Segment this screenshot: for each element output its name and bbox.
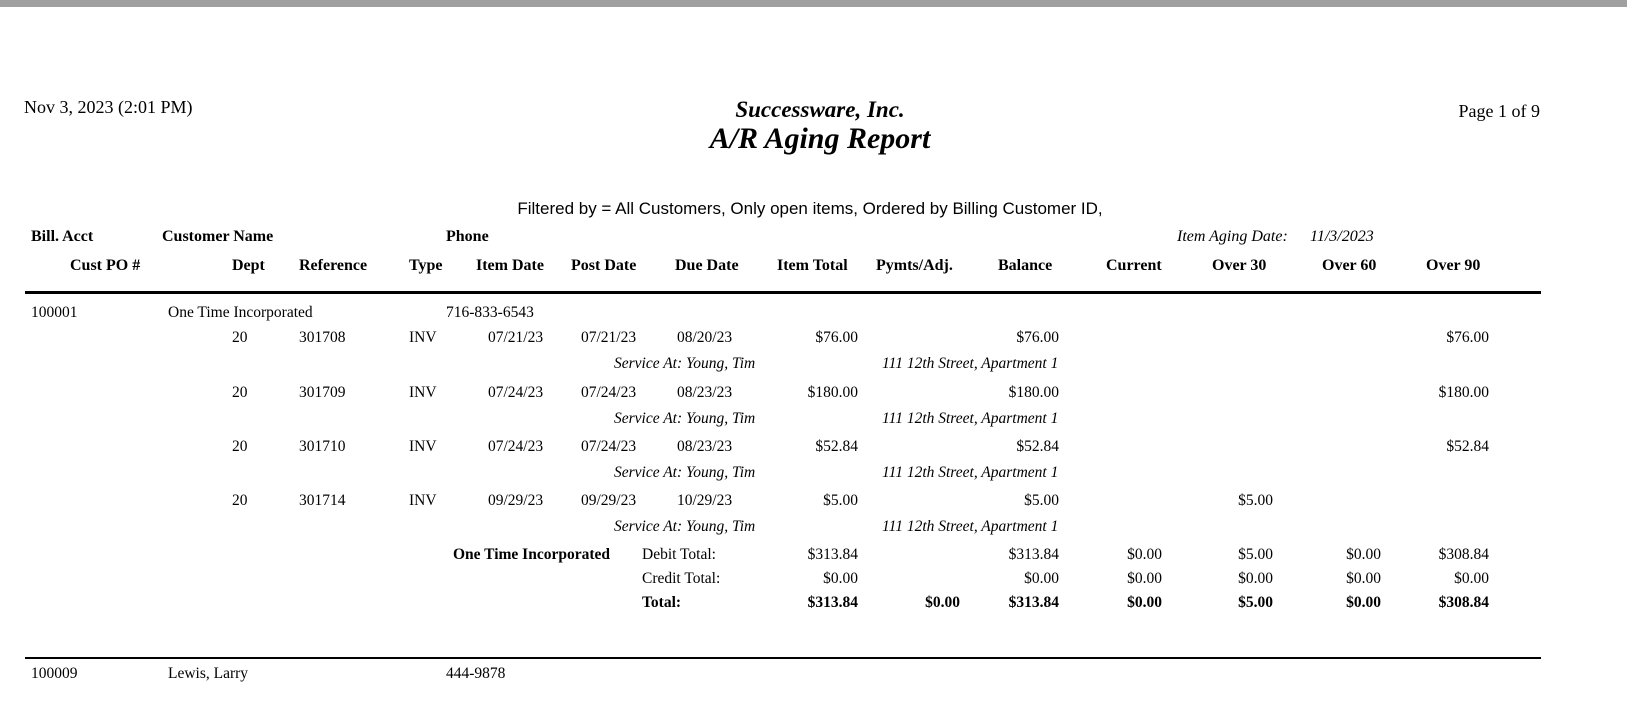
item-date: 07/24/23 bbox=[488, 384, 544, 401]
col-type: Type bbox=[409, 257, 443, 274]
total-current: $0.00 bbox=[1127, 594, 1162, 611]
item-over-30: $5.00 bbox=[1238, 492, 1273, 509]
total-balance: $313.84 bbox=[1008, 594, 1059, 611]
col-dept: Dept bbox=[232, 257, 265, 274]
aging-date-value: 11/3/2023 bbox=[1310, 228, 1374, 245]
item-type: INV bbox=[409, 438, 437, 455]
col-balance: Balance bbox=[998, 257, 1053, 274]
customer-divider bbox=[25, 657, 1541, 659]
item-service-at: Service At: Young, Tim bbox=[614, 355, 756, 372]
col-bill-acct: Bill. Acct bbox=[31, 228, 94, 245]
customer-acct: 100009 bbox=[31, 665, 78, 682]
debit-over-30: $5.00 bbox=[1238, 546, 1273, 563]
col-customer-name: Customer Name bbox=[162, 228, 274, 245]
customer-phone: 716-833-6543 bbox=[446, 304, 534, 321]
header-divider bbox=[25, 291, 1541, 294]
item-post-date: 07/24/23 bbox=[581, 384, 637, 401]
aging-date-label: Item Aging Date: bbox=[1177, 228, 1288, 245]
item-due-date: 10/29/23 bbox=[677, 492, 733, 509]
col-due-date: Due Date bbox=[675, 257, 739, 274]
credit-item-total: $0.00 bbox=[823, 570, 858, 587]
item-total: $180.00 bbox=[807, 384, 858, 401]
item-service-at: Service At: Young, Tim bbox=[614, 410, 756, 427]
filter-description: Filtered by = All Customers, Only open items, Ordered by Billing Customer ID, bbox=[517, 199, 1103, 218]
col-over-60: Over 60 bbox=[1322, 257, 1377, 274]
total-pymts-adj: $0.00 bbox=[925, 594, 960, 611]
col-current: Current bbox=[1106, 257, 1162, 274]
item-due-date: 08/20/23 bbox=[677, 329, 733, 346]
item-service-address: 111 12th Street, Apartment 1 bbox=[882, 355, 1059, 372]
credit-current: $0.00 bbox=[1127, 570, 1162, 587]
item-due-date: 08/23/23 bbox=[677, 438, 733, 455]
item-balance: $76.00 bbox=[1016, 329, 1059, 346]
item-reference: 301714 bbox=[299, 492, 346, 509]
item-over-90: $52.84 bbox=[1446, 438, 1489, 455]
col-over-90: Over 90 bbox=[1426, 257, 1481, 274]
item-balance: $180.00 bbox=[1008, 384, 1059, 401]
item-date: 07/21/23 bbox=[488, 329, 544, 346]
item-reference: 301709 bbox=[299, 384, 346, 401]
col-item-total: Item Total bbox=[777, 257, 848, 274]
item-balance: $5.00 bbox=[1024, 492, 1059, 509]
customer-name: Lewis, Larry bbox=[168, 665, 249, 682]
col-post-date: Post Date bbox=[571, 257, 637, 274]
item-type: INV bbox=[409, 329, 437, 346]
item-post-date: 07/24/23 bbox=[581, 438, 637, 455]
credit-over-30: $0.00 bbox=[1238, 570, 1273, 587]
col-pymts-adj: Pymts/Adj. bbox=[876, 257, 953, 274]
item-date: 07/24/23 bbox=[488, 438, 544, 455]
item-reference: 301708 bbox=[299, 329, 346, 346]
item-dept: 20 bbox=[232, 438, 248, 455]
item-over-90: $180.00 bbox=[1438, 384, 1489, 401]
debit-item-total: $313.84 bbox=[807, 546, 858, 563]
debit-over-60: $0.00 bbox=[1346, 546, 1381, 563]
item-date: 09/29/23 bbox=[488, 492, 544, 509]
item-service-at: Service At: Young, Tim bbox=[614, 518, 756, 535]
item-type: INV bbox=[409, 384, 437, 401]
report-title: A/R Aging Report bbox=[709, 122, 931, 155]
debit-balance: $313.84 bbox=[1008, 546, 1059, 563]
credit-over-60: $0.00 bbox=[1346, 570, 1381, 587]
item-balance: $52.84 bbox=[1016, 438, 1059, 455]
printed-date: Nov 3, 2023 (2:01 PM) bbox=[24, 97, 193, 117]
company-name: Successware, Inc. bbox=[735, 97, 905, 122]
item-post-date: 09/29/23 bbox=[581, 492, 637, 509]
item-reference: 301710 bbox=[299, 438, 346, 455]
grand-total-label: Total: bbox=[642, 594, 682, 611]
window-top-bar bbox=[0, 0, 1627, 7]
item-dept: 20 bbox=[232, 329, 248, 346]
col-over-30: Over 30 bbox=[1212, 257, 1267, 274]
item-dept: 20 bbox=[232, 384, 248, 401]
page-number: Page 1 of 9 bbox=[1458, 101, 1540, 121]
debit-current: $0.00 bbox=[1127, 546, 1162, 563]
item-post-date: 07/21/23 bbox=[581, 329, 637, 346]
item-service-address: 111 12th Street, Apartment 1 bbox=[882, 518, 1059, 535]
debit-over-90: $308.84 bbox=[1438, 546, 1489, 563]
item-service-address: 111 12th Street, Apartment 1 bbox=[882, 464, 1059, 481]
customer-acct: 100001 bbox=[31, 304, 78, 321]
item-type: INV bbox=[409, 492, 437, 509]
credit-over-90: $0.00 bbox=[1454, 570, 1489, 587]
item-over-90: $76.00 bbox=[1446, 329, 1489, 346]
credit-balance: $0.00 bbox=[1024, 570, 1059, 587]
total-over-60: $0.00 bbox=[1346, 594, 1381, 611]
customer-phone: 444-9878 bbox=[446, 665, 506, 682]
col-phone: Phone bbox=[446, 228, 489, 245]
totals-customer-name: One Time Incorporated bbox=[453, 546, 611, 563]
total-over-30: $5.00 bbox=[1238, 594, 1273, 611]
col-item-date: Item Date bbox=[476, 257, 544, 274]
customer-name: One Time Incorporated bbox=[168, 304, 313, 321]
total-over-90: $308.84 bbox=[1438, 594, 1489, 611]
col-cust-po: Cust PO # bbox=[70, 257, 141, 274]
col-reference: Reference bbox=[299, 257, 368, 274]
debit-total-label: Debit Total: bbox=[642, 546, 716, 563]
item-service-address: 111 12th Street, Apartment 1 bbox=[882, 410, 1059, 427]
item-service-at: Service At: Young, Tim bbox=[614, 464, 756, 481]
item-dept: 20 bbox=[232, 492, 248, 509]
item-total: $5.00 bbox=[823, 492, 858, 509]
credit-total-label: Credit Total: bbox=[642, 570, 721, 587]
item-total: $52.84 bbox=[815, 438, 858, 455]
item-total: $76.00 bbox=[815, 329, 858, 346]
item-due-date: 08/23/23 bbox=[677, 384, 733, 401]
total-item-total: $313.84 bbox=[807, 594, 858, 611]
